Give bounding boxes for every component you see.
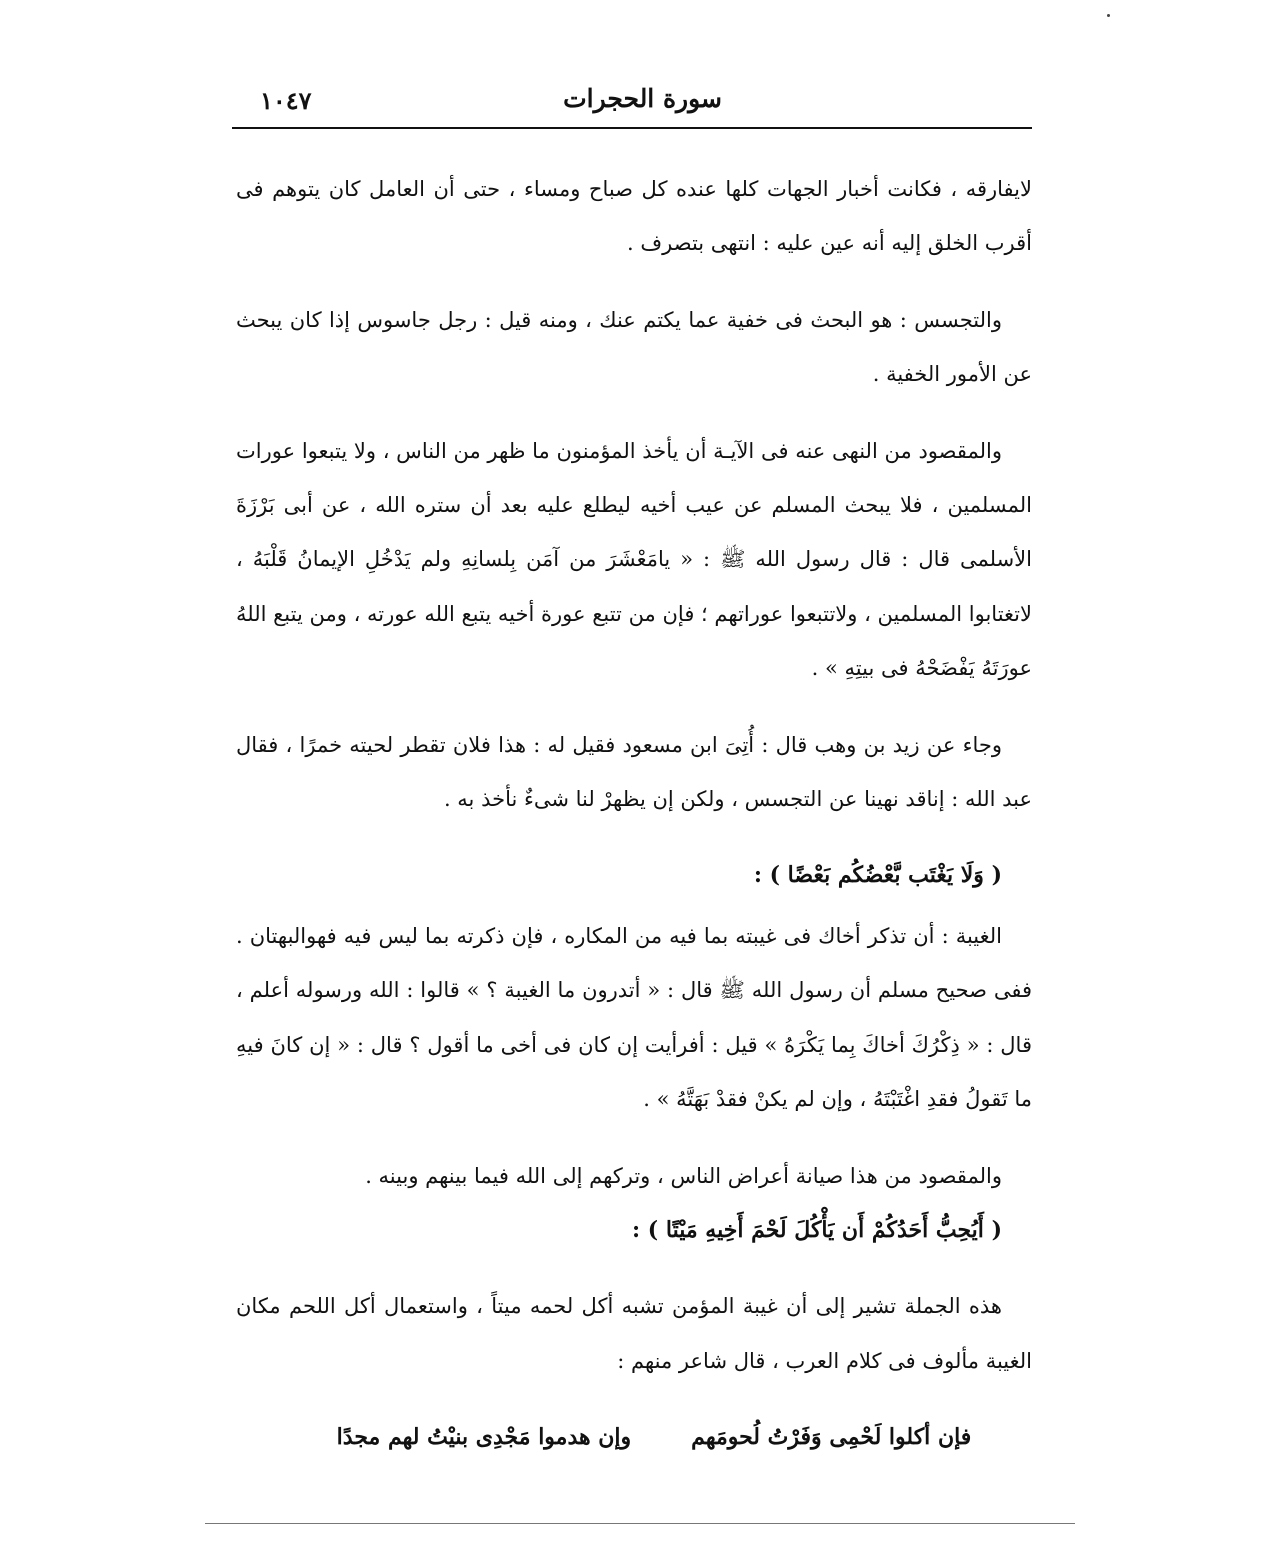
scan-mark	[1107, 14, 1110, 17]
paragraph-continuation: لايفارقه ، فكانت أخبار الجهات كلها عنده كل صباح ومساء ، حتى أن العامل كان يتوهم فى أقرب الخلق إليه أنه عين عليه : انتهى بتصرف .	[236, 177, 1032, 256]
paragraph-tajassus: والتجسس : هو البحث فى خفية عما يكتم عنك ، ومنه قيل : رجل جاسوس إذا كان يبحث عن الأمور الخفية .	[236, 307, 1032, 387]
paragraph-ghiba: الغيبة : أن تذكر أخاك فى غيبته بما فيه من المكاره ، فإن ذكرته بما ليس فيه فهوالبهتان . ففى صحيح مسلم أن رسول الله ﷺ قال : « أتدرون ما الغيبة ؟ » قالوا : الله ورسوله أعلم ، قال : « ذِكْرُكَ أخاكَ بِما يَكْرَهُ » قيل : أفرأيت إن كان فى أخى ما أقول ؟ قال : « إن كانَ فيهِ ما تَقولُ فقدِ اغْتَبْتَهُ ، وإن لم يكنْ فقدْ بَهَتَّهُ » .	[236, 923, 1032, 1112]
poem-line	[236, 1410, 1032, 1464]
page-body	[236, 162, 1032, 1465]
paragraph-purpose: والمقصود من هذا صيانة أعراض الناس ، وتركهم إلى الله فيما بينهم وبينه .	[365, 1163, 1002, 1188]
poem-second-hemistich: وإن هدموا مَجْدِى بنيْتُ لهم مجدًا	[336, 1424, 632, 1451]
quran-verse-flesh: ( أَيُحِبُّ أَحَدُكُمْ أَن يَأْكُلَ لَحْمَ أَخِيهِ مَيْتًا ) :	[632, 1216, 1002, 1243]
page-header	[232, 82, 1032, 122]
surah-title: سورة الحجرات	[563, 84, 722, 113]
paragraph-intent: والمقصود من النهى عنه فى الآيـة أن يأخذ المؤمنون ما ظهر من الناس ، ولا يتبعوا عورات المسلمين ، فلا يبحث المسلم عن عيب أخيه ليطلع عليه بعد أن ستره الله ، عن أبى بَرْزَةَ الأسلمى قال : قال رسول الله ﷺ : « يامَعْشَرَ من آمَن بِلسانِهِ ولم يَدْخُلِ الإيمانُ قَلْبَهُ ، لاتغتابوا المسلمين ، ولاتتبعوا عوراتهم ؛ فإن من تتبع عورة أخيه يتبع الله عورته ، ومن يتبع اللهُ عورَتَهُ يَفْضَحْهُ فى بيتِهِ » .	[236, 438, 1032, 681]
paragraph-meaning: هذه الجملة تشير إلى أن غيبة المؤمن تشبه أكل لحمه ميتاً ، واستعمال أكل اللحم مكان الغيبة مألوف فى كلام العرب ، قال شاعر منهم :	[236, 1294, 1032, 1373]
header-rule	[232, 127, 1032, 129]
poem-first-hemistich: فإن أكلوا لَحْمِى وَفَرْتُ لُحومَهم	[691, 1424, 972, 1451]
footer-rule	[205, 1523, 1075, 1524]
paragraph-ibn-masud: وجاء عن زيد بن وهب قال : أُتِىَ ابن مسعود فقيل له : هذا فلان تقطر لحيته خمرًا ، فقال عبد الله : إناقد نهينا عن التجسس ، ولكن إن يظهرْ لنا شىءٌ نأخذ به .	[236, 732, 1032, 812]
quran-verse-ghiba: ( وَلَا يَغْتَب بَّعْضُكُم بَعْضًا ) :	[753, 862, 1002, 889]
page-number: ١٠٤٧	[260, 86, 312, 115]
